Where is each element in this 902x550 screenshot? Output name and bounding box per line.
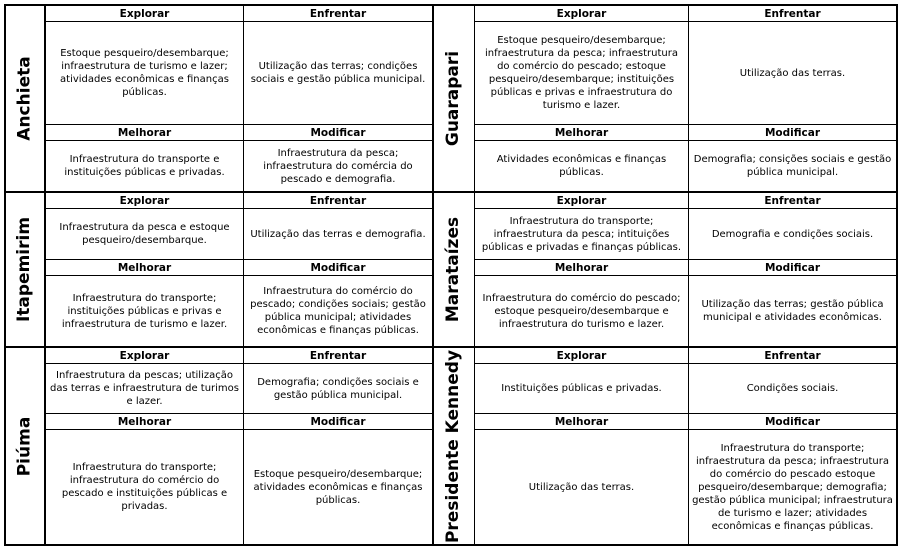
header-enfrentar: Enfrentar [689, 348, 896, 364]
header-melhorar: Melhorar [475, 260, 689, 276]
cell-melhorar: Infraestrutura do comércio do pescado; estoque pesqueiro/desembarque e infraestrutura do turismo e lazer. [475, 276, 689, 348]
cell-modificar: Infraestrutura do comércio do pescado; condições sociais; gestão pública municipal; atividades econômicas e finanças públicas. [244, 276, 434, 348]
cell-modificar: Utilização das terras; gestão pública municipal e atividades econômicas. [689, 276, 896, 348]
header-enfrentar: Enfrentar [689, 193, 896, 209]
cell-enfrentar: Utilização das terras; condições sociais e gestão pública municipal. [244, 22, 434, 125]
header-modificar: Modificar [689, 414, 896, 430]
cell-enfrentar: Utilização das terras e demografia. [244, 209, 434, 260]
header-melhorar: Melhorar [46, 260, 244, 276]
municipio-name: Presidente Kennedy [434, 348, 475, 544]
cell-explorar: Estoque pesqueiro/desembarque; infraestrutura da pesca; infraestrutura do comércio do pescado; estoque pesqueiro/desembarque; instituições públicas e privas e infraestrutura do turismo e lazer. [475, 22, 689, 125]
header-modificar: Modificar [689, 260, 896, 276]
cell-melhorar: Utilização das terras. [475, 430, 689, 544]
cell-explorar: Infraestrutura do transporte; infraestrutura da pesca; intituições públicas e privadas e finanças públicas. [475, 209, 689, 260]
cell-melhorar: Infraestrutura do transporte; instituições públicas e privas e infraestrutura de turismo e lazer. [46, 276, 244, 348]
header-explorar: Explorar [475, 348, 689, 364]
cell-melhorar: Infraestrutura do transporte; infraestrutura do comércio do pescado e instituições públicas e privadas. [46, 430, 244, 544]
cell-modificar: Infraestrutura do transporte; infraestrutura da pesca; infraestrutura do comércio do pescado estoque pesqueiro/desembarque; demografia; gestão pública municipal; infraestrutura de turismo e lazer; atividades econômicas e finanças públicas. [692, 442, 893, 532]
municipio-name: Guarapari [434, 6, 475, 193]
header-melhorar: Melhorar [475, 414, 689, 430]
municipio-name: Itapemirim [6, 193, 46, 348]
swot-matrix-table [4, 4, 898, 546]
header-explorar: Explorar [46, 348, 244, 364]
header-melhorar: Melhorar [46, 125, 244, 141]
header-explorar: Explorar [46, 193, 244, 209]
header-explorar: Explorar [46, 6, 244, 22]
cell-explorar: Infraestrutura da pesca e estoque pesqueiro/desembarque. [46, 209, 244, 260]
cell-modificar: Infraestrutura da pesca; infraestrutura do comércia do pescado e demografia. [244, 141, 434, 193]
cell-explorar: Instituições públicas e privadas. [475, 364, 689, 414]
header-enfrentar: Enfrentar [244, 348, 434, 364]
cell-enfrentar: Condições sociais. [689, 364, 896, 414]
municipio-name: Piúma [6, 348, 46, 544]
header-modificar: Modificar [244, 414, 434, 430]
municipio-name: Marataízes [434, 193, 475, 348]
header-modificar: Modificar [689, 125, 896, 141]
header-enfrentar: Enfrentar [244, 193, 434, 209]
cell-modificar: Estoque pesqueiro/desembarque; atividades econômicas e finanças públicas. [244, 430, 434, 544]
cell-melhorar: Atividades econômicas e finanças públicas. [475, 141, 689, 193]
header-melhorar: Melhorar [46, 414, 244, 430]
header-modificar: Modificar [244, 125, 434, 141]
header-modificar: Modificar [244, 260, 434, 276]
cell-enfrentar: Demografia; condições sociais e gestão pública municipal. [244, 364, 434, 414]
cell-enfrentar: Demografia e condições sociais. [689, 209, 896, 260]
header-explorar: Explorar [475, 6, 689, 22]
cell-enfrentar: Utilização das terras. [689, 22, 896, 125]
header-melhorar: Melhorar [475, 125, 689, 141]
cell-explorar: Estoque pesqueiro/desembarque; infraestrutura de turismo e lazer; atividades econômicas e finanças públicas. [46, 22, 244, 125]
cell-melhorar: Infraestrutura do transporte e instituições públicas e privadas. [46, 141, 244, 193]
cell-explorar: Infraestrutura da pescas; utilização das terras e infraestrutura de turimos e lazer. [46, 364, 244, 414]
header-enfrentar: Enfrentar [689, 6, 896, 22]
header-enfrentar: Enfrentar [244, 6, 434, 22]
cell-modificar: Demografia; consições sociais e gestão pública municipal. [689, 141, 896, 193]
header-explorar: Explorar [475, 193, 689, 209]
municipio-name: Anchieta [6, 6, 46, 193]
